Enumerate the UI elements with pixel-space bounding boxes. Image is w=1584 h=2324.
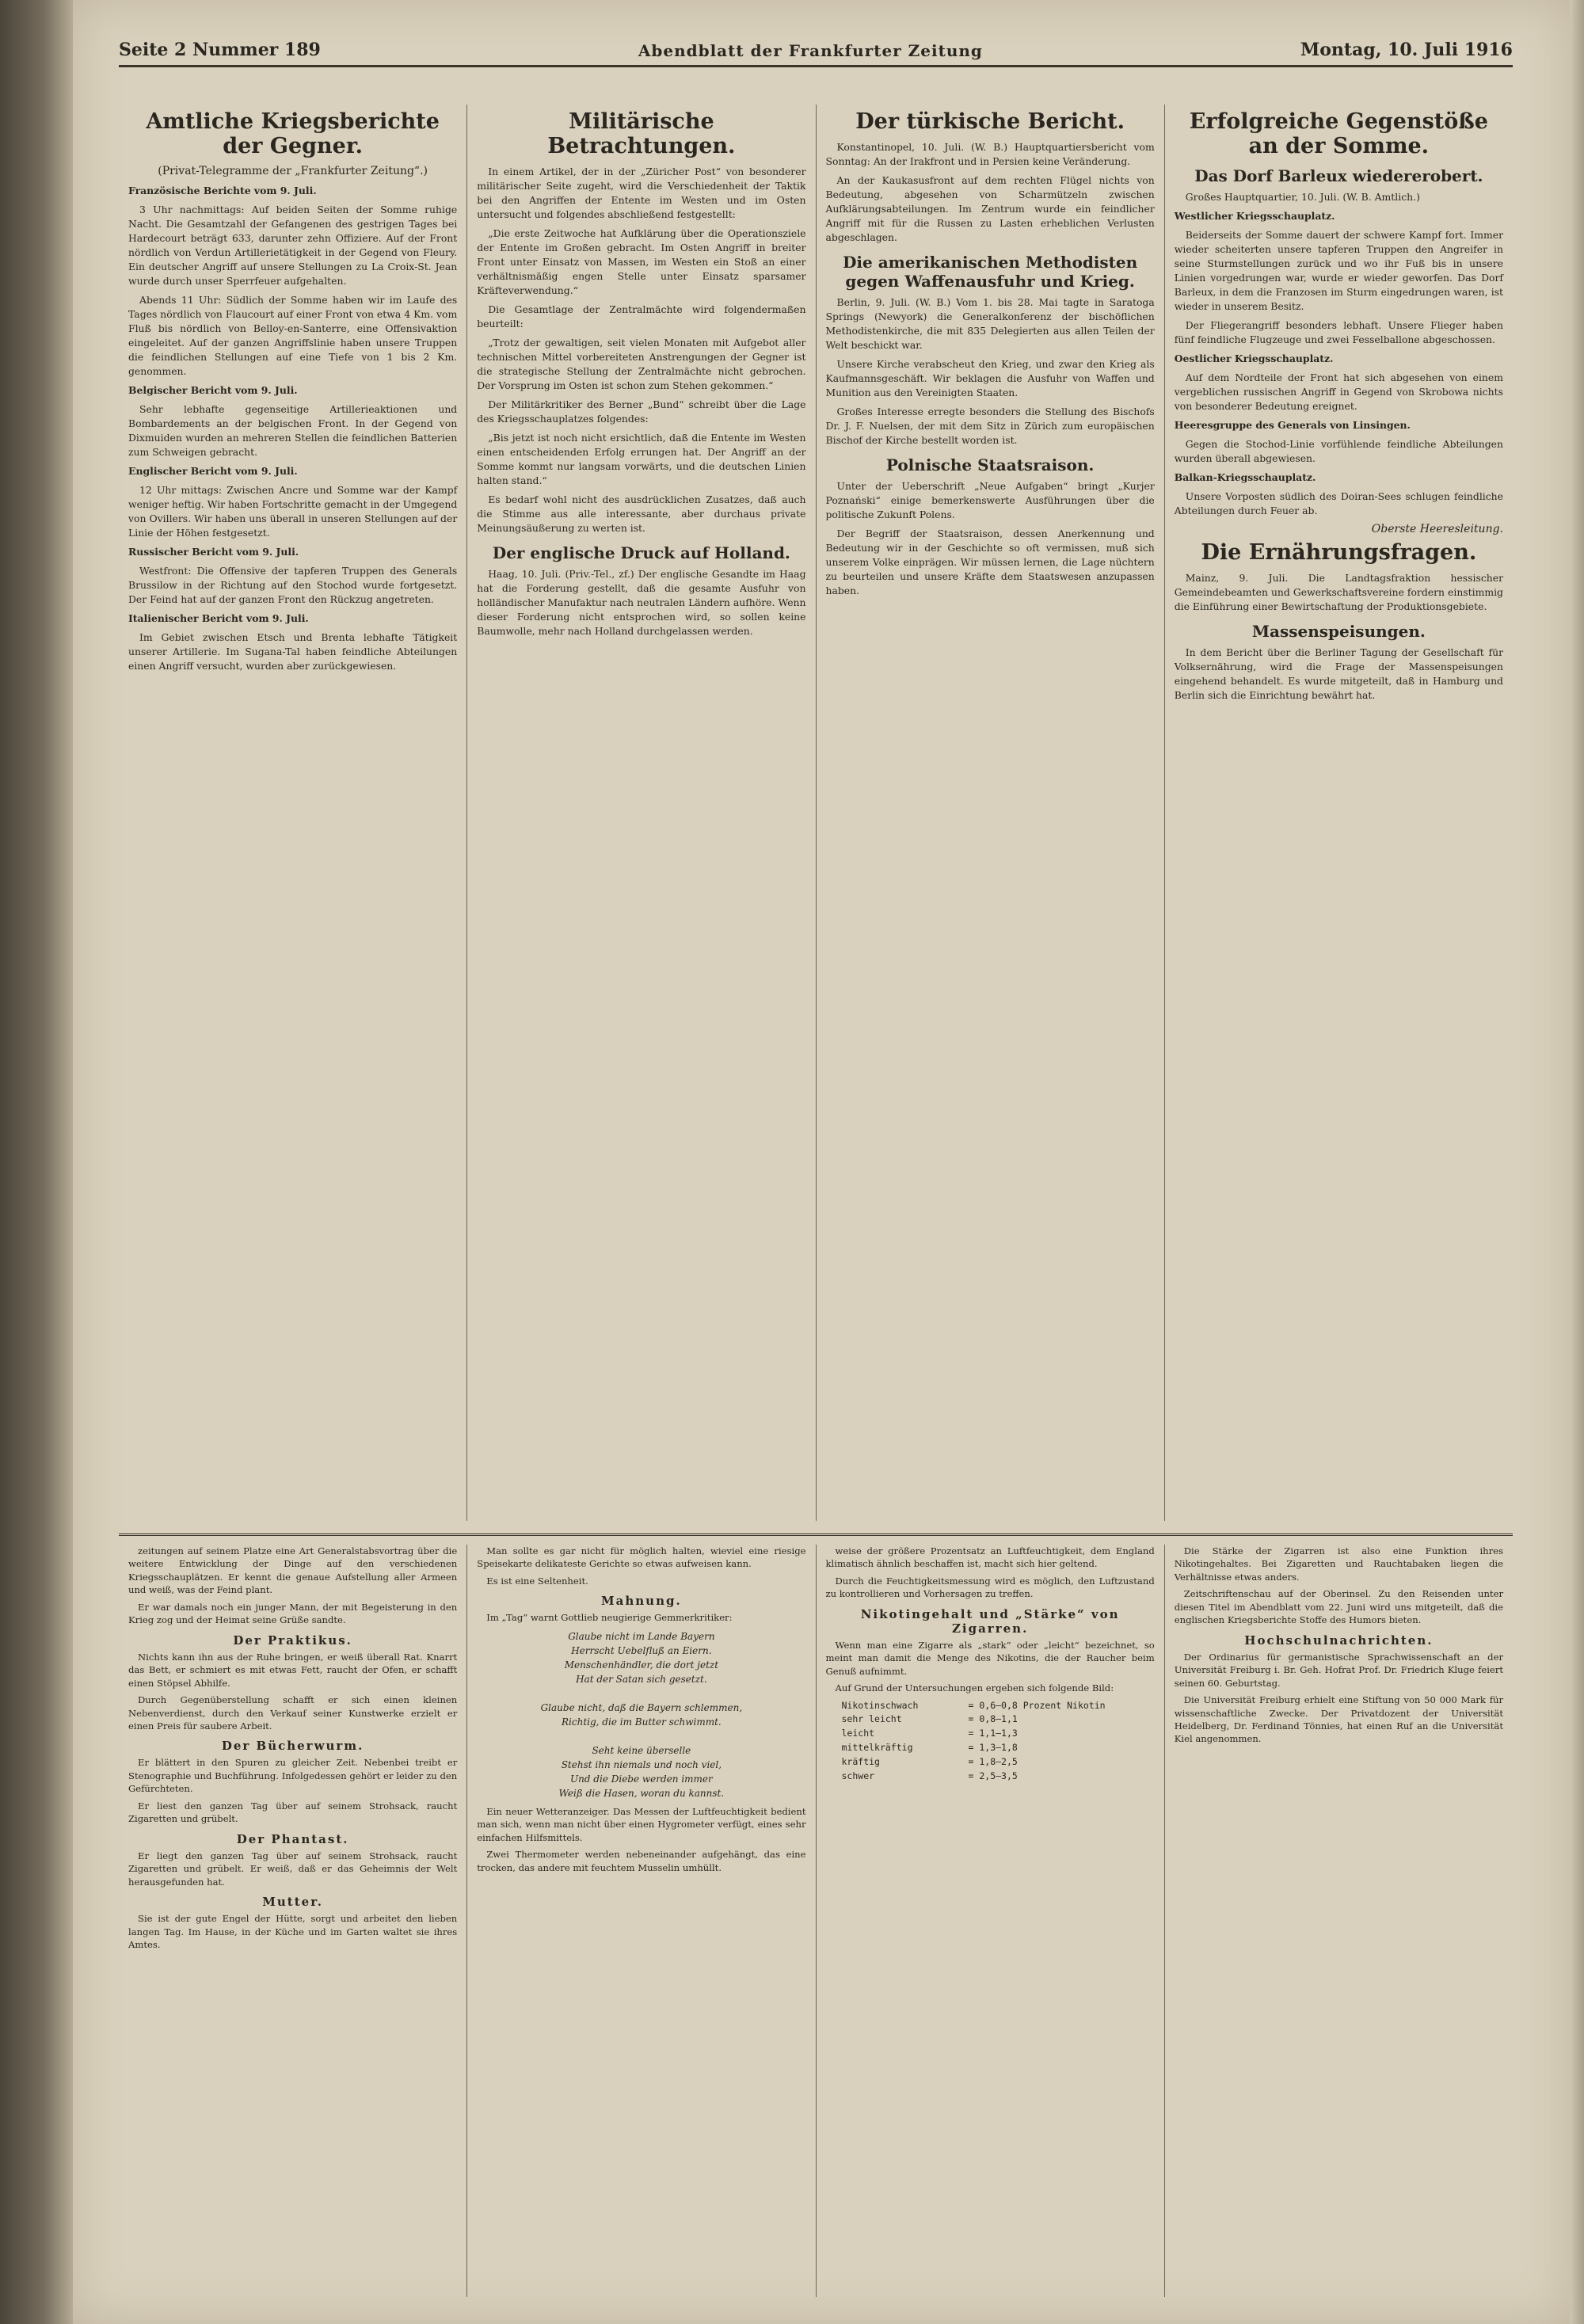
table-cell-label: sehr leicht [841,1713,902,1725]
paragraph: weise der größere Prozentsatz an Luftfeuchtigkeit, dem England klimatisch ähnlich beschaffen ist, macht sich hier geltend. [825,1545,1155,1570]
table-cell-value: = 1,8—2,5 [968,1755,1018,1767]
masthead [119,29,1513,67]
lower-column-1 [119,1545,467,2297]
lower-column-3 [817,1545,1165,2297]
column-2 [467,105,816,1521]
paragraph: Englischer Bericht vom 9. Juli. [128,464,298,477]
paragraph: Er liest den ganzen Tag über auf seinem Strohsack, raucht Zigaretten und grübelt. [128,1800,458,1825]
section-heading: Massenspeisungen. [1251,621,1426,641]
nicotine-table [842,1699,1155,1784]
paragraph: Die Universität Freiburg erhielt eine Stiftung von 50 000 Mark für wissenschaftliche Zwecke. Der Privatdozent der Universität Heidelberg, Dr. Ferdinand Tönnies, hat einen Ruf an die Universität Kiel angenommen. [1174,1694,1503,1745]
lower-column-2 [467,1545,816,2297]
section-heading: Nikotingehalt und „Stärke“ von Zigarren. [860,1606,1120,1636]
paragraph: Belgischer Bericht vom 9. Juli. [128,383,298,396]
column-4 [1165,105,1513,1521]
column-1-title: Amtliche Kriegsberichte der Gegner. [146,109,440,159]
table-cell-label: leicht [841,1728,875,1739]
paragraph: Russischer Bericht vom 9. Juli. [128,545,299,558]
paragraph: Im Gebiet zwischen Etsch und Brenta lebhafte Tätigkeit unserer Artillerie. Im Sugana-Tal haben feindliche Abteilungen einen Angriff versucht, wurden aber zurückgewiesen. [128,631,458,672]
section-heading: Der Bücherwurm. [221,1739,364,1754]
column-4-title: Erfolgreiche Gegenstöße an der Somme. [1189,109,1488,159]
paragraph: Berlin, 9. Juli. (W. B.) Vom 1. bis 28. Mai tagte in Saratoga Springs (Newyork) die Generalkonferenz der bischöflichen Methodistenkirche, die mit 835 Delegierten aus allen Teilen der Welt beschickt war. [825,295,1155,351]
paragraph: In dem Bericht über die Berliner Tagung der Gesellschaft für Volksernährung, wird die Frage der Massenspeisungen eingehend behandelt. Es wurde mitgeteilt, daß in Hamburg und Berlin sich die Einrichtung bewährt hat. [1174,646,1503,701]
table-row [842,1755,1155,1770]
paragraph: Italienischer Bericht vom 9. Juli. [128,611,309,624]
page-edge [1570,0,1584,2324]
paragraph: Nichts kann ihn aus der Ruhe bringen, er weiß überall Rat. Knarrt das Bett, er schmiert es mit etwas Fett, raucht der Ofen, er schafft einen Stöpsel Abhilfe. [128,1651,458,1689]
column-3 [817,105,1165,1521]
paragraph: Es bedarf wohl nicht des ausdrücklichen Zusatzes, daß auch die Stimme aus alle interessante, aber durchaus private Meinungsäußerung zu werten ist. [477,493,806,534]
paragraph: Großes Interesse erregte besonders die Stellung des Bischofs Dr. J. F. Nuelsen, der mit dem Sitz in Zürich zum europäischen Bischof der Kirche bestellt worden ist. [825,405,1155,446]
paragraph: Im „Tag“ warnt Gottlieb neugierige Gemmerkritiker: [486,1612,733,1624]
section-heading: Der Phantast. [236,1831,349,1846]
paragraph: „Bis jetzt ist noch nicht ersichtlich, daß die Entente im Westen einen entscheidenden Erfolg errungen hat. Der Angriff an der Somme kommt nur langsam vorwärts, und die deutschen Linien halten stand.“ [477,431,806,486]
section-heading: Der Praktikus. [233,1633,352,1648]
paragraph: Er war damals noch ein junger Mann, der mit Begeisterung in den Krieg zog und der Heimat seine Grüße sandte. [128,1601,458,1626]
paragraph: Der Militärkritiker des Berner „Bund“ schreibt über die Lage des Kriegsschauplatzes folgendes: [477,398,806,425]
paragraph: Westlicher Kriegsschauplatz. [1174,210,1335,223]
table-cell-value: = 0,8—1,1 [968,1713,1018,1725]
paragraph: Französische Berichte vom 9. Juli. [128,185,317,197]
paragraph: Oestlicher Kriegsschauplatz. [1174,352,1334,364]
paragraph: Mainz, 9. Juli. Die Landtagsfraktion hessischer Gemeindebeamten und Gewerkschaftsvereine fordern einstimmig die Einführung einer Bewirtschaftung der Produktionsgebiete. [1174,571,1503,612]
paragraph: Er blättert in den Spuren zu gleicher Zeit. Nebenbei treibt er Stenographie und Buchführung. Infolgedessen gehört er leider zu den Gefürchteten. [128,1757,458,1795]
paragraph: Der Begriff der Staatsraison, dessen Anerkennung und Bedeutung wir in der Geschichte so oft vermissen, muß sich unserem Volke einprägen. Wir müssen lernen, die Lage nüchtern zu beurteilen und unsere Kräfte dem Staatswesen anzupassen haben. [825,527,1155,596]
signature: Oberste Heeresleitung. [1371,522,1503,535]
section-heading: Mutter. [262,1895,323,1910]
paragraph: Sie ist der gute Engel der Hütte, sorgt und arbeitet den lieben langen Tag. Im Hause, in der Küche und im Garten waltet sie ihres Amtes. [128,1913,458,1950]
paragraph: Durch die Feuchtigkeitsmessung wird es möglich, den Luftzustand zu kontrollieren und Vorhersagen zu treffen. [825,1575,1155,1600]
paragraph: Zwei Thermometer werden nebeneinander aufgehängt, das eine trocken, das andere mit feuchtem Musselin umhüllt. [477,1849,806,1873]
paragraph: Unter der Ueberschrift „Neue Aufgaben“ bringt „Kurjer Poznański“ einige bemerkenswerte Ausführungen über die politische Zukunft Polens. [825,479,1155,520]
table-cell-label: Nikotinschwach [841,1699,919,1711]
table-cell-label: mittelkräftig [841,1742,913,1754]
paragraph: An der Kaukasusfront auf dem rechten Flügel nichts von Bedeutung, abgesehen von Scharmützeln zwischen Aufklärungsabteilungen. Im Zentrum wurde ein feindlicher Angriff mit für die Russen zu Lasten erheblichen Verlusten abgeschlagen. [825,174,1155,243]
upper-section [119,105,1513,1521]
paragraph: Abends 11 Uhr: Südlich der Somme haben wir im Laufe des Tages nördlich von Flaucourt auf einer Front von etwa 4 Km. vom Fluß bis nördlich von Belloy-en-Santerre, eine Offensivaktion eingeleitet. Auf der ganzen Angriffslinie haben unsere Truppen die feindlichen Stellungen auf eine Tiefe von 1 bis 2 Km. genommen. [128,293,458,377]
paragraph: Balkan-Kriegsschauplatz. [1174,471,1316,483]
paragraph: 3 Uhr nachmittags: Auf beiden Seiten der Somme ruhige Nacht. Die Gesamtzahl der Gefangenen des gestrigen Tages bei Hardecourt beträgt 633, darunter zehn Offiziere. Auf der Front nördlich von Verdun Artillerietätigkeit in der Gegend von Fleury. Ein deutscher Angriff auf unsere Stellungen zu La Croix-St. Jean wurde durch unser Sperrfeuer aufgehalten. [128,204,458,287]
table-cell-value: = 1,3—1,8 [968,1742,1018,1754]
column-4-subtitle: Das Dorf Barleux wiedererobert. [1194,166,1483,186]
table-row [842,1699,1155,1713]
table-cell-value: = 2,5—3,5 [968,1770,1018,1781]
paragraph: Heeresgruppe des Generals von Linsingen. [1174,418,1411,431]
column-4-subheading: Die Ernährungsfragen. [1201,539,1477,565]
paragraph: Gegen die Stochod-Linie vorfühlende feindliche Abteilungen wurden überall abgewiesen. [1174,437,1503,464]
table-cell-label: kräftig [841,1755,880,1767]
column-3-subheading-2: Polnische Staatsraison. [885,455,1095,474]
paragraph: Die Stärke der Zigarren ist also eine Funktion ihres Nikotingehaltes. Bei Zigaretten und Rauchtabaken liegen die Verhältnisse etwas anders. [1174,1545,1503,1583]
section-heading: Mahnung. [601,1594,682,1609]
paragraph: Sehr lebhafte gegenseitige Artillerieaktionen und Bombardements an der belgischen Front. In der Gegend von Dixmuiden wurden an mehreren Stellen die feindlichen Batterien zum Schweigen gebracht. [128,402,458,458]
paragraph: Ein neuer Wetteranzeiger. Das Messen der Luftfeuchtigkeit bedient man sich, wenn man nicht über einen Hygrometer verfügt, eines sehr einfachen Hilfsmittels. [477,1805,806,1843]
table-row [842,1727,1155,1741]
paragraph: 12 Uhr mittags: Zwischen Ancre und Somme war der Kampf weniger heftig. Wir haben Fortschritte gemacht in der Umgegend von Ovillers. Wir haben uns überall in unseren Stellungen auf der Linie der Höhen festgesetzt. [128,483,458,539]
paragraph: Konstantinopel, 10. Juli. (W. B.) Hauptquartiersbericht vom Sonntag: An der Irakfront und in Persien keine Veränderung. [825,141,1155,168]
column-2-subheading: Der englische Druck auf Holland. [492,543,790,562]
paragraph: Auf Grund der Untersuchungen ergeben sich folgende Bild: [835,1682,1114,1694]
paragraph: „Die erste Zeitwoche hat Aufklärung über die Operationsziele der Entente im Großen gebracht. Im Osten Angriff in breiter Front unter Einsatz von Massen, im Westen ein Stoß an einer verhältnismäßig engen Stelle unter Einsatz sparsamer Kräfteverwendung.“ [477,227,806,296]
paragraph: Unsere Vorposten südlich des Doiran-Sees schlugen feindliche Abteilungen durch Feuer ab. [1174,490,1503,516]
paragraph: Es ist eine Seltenheit. [486,1575,588,1587]
table-row [842,1741,1155,1755]
paragraph: Auf dem Nordteile der Front hat sich abgesehen von einem vergeblichen russischen Angriff in Gegend von Skrobowa nichts von besonderer Bedeutung ereignet. [1174,371,1503,412]
paragraph: Beiderseits der Somme dauert der schwere Kampf fort. Immer wieder scheiterten unsere tapferen Truppen den Angreifer in seine Sturmstellungen zurück und wo ihr Fuß bis in unsere Linien vorgedrungen war, wurde er wieder geworfen. Das Dorf Barleux, in dem die Franzosen im Sturm eingedrungen waren, ist wieder in unserem Besitz. [1174,229,1503,312]
column-3-title: Der türkische Bericht. [855,109,1125,134]
paragraph: Haag, 10. Juli. (Priv.-Tel., zf.) Der englische Gesandte im Haag hat die Forderung gestellt, daß die gesamte Ausfuhr von holländischer Manufaktur nach neutralen Ländern aufhöre. Wenn dieser Forderung nicht entsprochen wird, so sollen keine Baumwolle, mehr nach Holland durchgelassen werden. [477,567,806,637]
paragraph: Der Ordinarius für germanistische Sprachwissenschaft an der Universität Freiburg i. Br. Geh. Hofrat Prof. Dr. Friedrich Kluge feiert seinen 60. Geburtstag. [1174,1651,1503,1689]
paragraph: Der Fliegerangriff besonders lebhaft. Unsere Flieger haben fünf feindliche Flugzeuge und zwei Fesselballone abgeschossen. [1174,318,1503,345]
paragraph: Westfront: Die Offensive der tapferen Truppen des Generals Brussilow in der Richtung auf den Stochod wurde fortgesetzt. Der Feind hat auf der ganzen Front den Rückzug angetreten. [128,564,458,605]
paragraph: Unsere Kirche verabscheut den Krieg, und zwar den Krieg als Kaufmannsgeschäft. Wir beklagen die Ausfuhr von Waffen und Munition aus den Vereinigten Staaten. [825,357,1155,398]
column-3-subheading: Die amerikanischen Methodisten gegen Waffenausfuhr und Krieg. [843,252,1138,291]
paragraph: Man sollte es gar nicht für möglich halten, wieviel eine riesige Speisekarte delikateste Gerichte so etwas aufweisen kann. [477,1545,806,1570]
table-cell-value: = 1,1—1,3 [968,1728,1018,1739]
book-binding [0,0,73,2324]
paragraph: In einem Artikel, der in der „Züricher Post“ von besonderer militärischer Seite zugeht, wird die Verschiedenheit der Taktik bei den Angriffen der Entente im Westen und im Osten untersucht und folgendes abschließend festgestellt: [477,166,806,221]
paragraph: Durch Gegenüberstellung schafft er sich einen kleinen Nebenverdienst, durch den Verkauf seiner Kunstwerke erzielt er einen Preis für saubere Arbeit. [128,1694,458,1732]
table-row [842,1770,1155,1784]
paragraph: „Trotz der gewaltigen, seit vielen Monaten mit Aufgebot aller technischen Mittel vorbereiteten Anstrengungen der Gegner ist die strategische Stellung der Zentralmächte nicht gebrochen. Der Vorsprung im Osten ist schon zum Stehen gekommen.“ [477,336,806,391]
paragraph: Er liegt den ganzen Tag über auf seinem Strohsack, raucht Zigaretten und grübelt. Er weiß, daß er das Geheimnis der Welt herausgefunden hat. [128,1850,458,1888]
paper-title: Abendblatt der Frankfurter Zeitung [638,41,983,60]
issue-date: Montag, 10. Juli 1916 [1300,40,1513,60]
paragraph: Zeitschriftenschau auf der Oberinsel. Zu den Reisenden unter diesen Titel im Abendblatt vom 22. Juni wird uns mitgeteilt, daß die englischen Kriegsberichte Stoffe des Humors bieten. [1174,1588,1503,1626]
column-2-title: Militärische Betrachtungen. [547,109,736,159]
section-heading: Hochschulnachrichten. [1244,1633,1434,1648]
table-cell-label: schwer [841,1770,875,1781]
feuilleton-divider [119,1533,1513,1536]
table-row [842,1713,1155,1727]
poem: Glaube nicht im Lande Bayern Herrscht Uebelfluß an Eiern. Menschenhändler, die dort jetzt Hat der Satan sich gesetzt. Glaube nicht, daß die Bayern schlemmen, Richtig, die im Butter schwimmt. Seht keine überselle Stehst ihn niemals und noch viel, Und die Diebe werden immer Weiß die Hasen, woran du kannst. [540,1630,743,1799]
paragraph: Die Gesamtlage der Zentralmächte wird folgendermaßen beurteilt: [477,303,806,330]
column-1-subtitle: (Privat-Telegramme der „Frankfurter Zeitung“.) [158,165,428,178]
paragraph: Wenn man eine Zigarre als „stark“ oder „leicht“ bezeichnet, so meint man damit die Menge des Nikotins, die der Raucher beim Genuß aufnimmt. [825,1639,1155,1677]
feuilleton-section [119,1545,1513,2297]
paragraph: zeitungen auf seinem Platze eine Art Generalstabsvortrag über die weitere Entwicklung der Dinge auf den verschiedenen Kriegsschauplätzen. Er kennt die genaue Aufstellung aller Armeen und weiß, was der Feind plant. [128,1545,458,1596]
page-number: Seite 2 Nummer 189 [119,40,321,60]
column-1 [119,105,467,1521]
paragraph: Großes Hauptquartier, 10. Juli. (W. B. Amtlich.) [1185,191,1420,204]
table-cell-value: = 0,6—0,8 Prozent Nikotin [968,1699,1106,1711]
lower-column-4 [1165,1545,1513,2297]
